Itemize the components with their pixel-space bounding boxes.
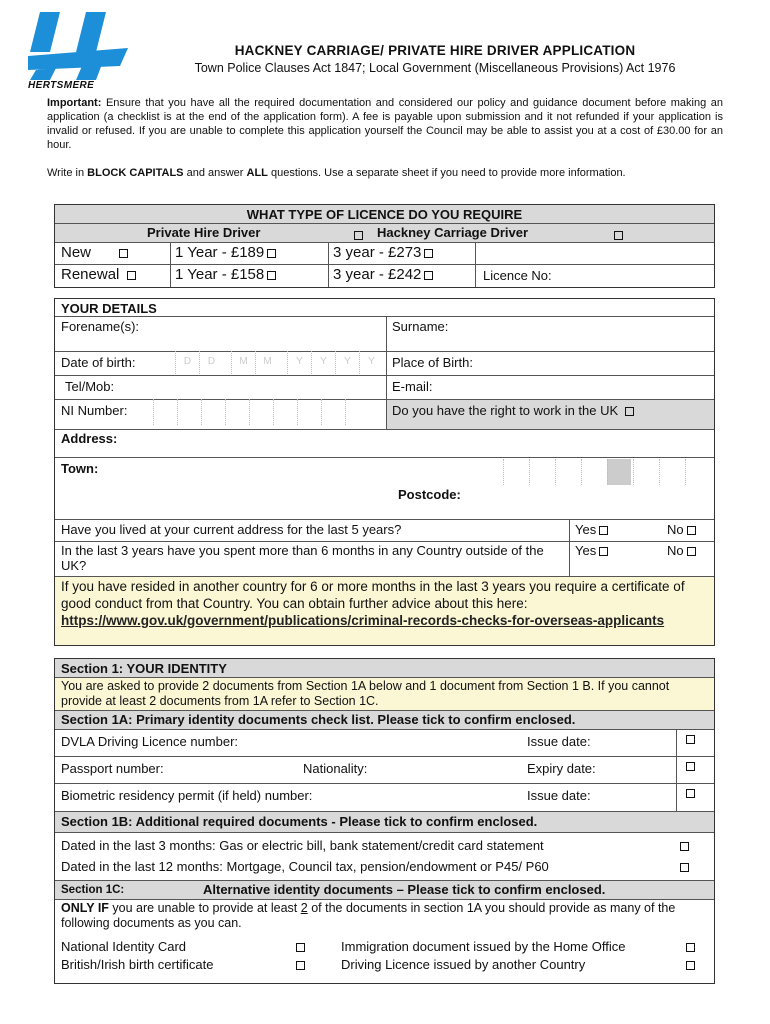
address-field[interactable]: Address: [61,431,118,446]
lived-no[interactable]: No [667,522,696,537]
section-1c-heading: Alternative identity documents – Please tick to confirm enclosed. [203,882,606,897]
place-of-birth-field[interactable]: Place of Birth: [392,355,473,370]
licence-table [54,204,715,288]
dob-label: Date of birth: [61,355,136,370]
lived-yes[interactable]: Yes [575,522,608,537]
immigration-doc-checkbox[interactable] [683,939,695,957]
email-field[interactable]: E-mail: [392,379,433,394]
identity-note: You are asked to provide 2 documents from Section 1A below and 1 document from Section 1 B. If you cannot provide at least 2 documents from 1A refer to Section 1C. [61,679,670,708]
brp-checkbox[interactable] [683,785,695,803]
new-1-year[interactable]: 1 Year - £189 [175,244,276,261]
identity-heading: Section 1: YOUR IDENTITY [61,661,227,676]
doc-12-months-checkbox[interactable] [677,859,689,877]
dvla-issue-date[interactable]: Issue date: [527,734,591,749]
forenames-field[interactable]: Forename(s): [61,319,140,334]
doc-3-months: Dated in the last 3 months: Gas or electric bill, bank statement/credit card statement [61,838,544,853]
passport-expiry[interactable]: Expiry date: [527,761,596,776]
postcode-label: Postcode: [398,487,461,502]
doc-12-months: Dated in the last 12 months: Mortgage, Council tax, pension/endowment or P45/ P60 [61,859,549,874]
new-option[interactable]: New [61,244,128,261]
logo-text: HERTSMERE [28,80,95,91]
abroad-question: In the last 3 years have you spent more than 6 months in any Country outside of the UK? [61,543,544,573]
private-hire-label: Private Hire Driver [147,225,261,240]
brp-field[interactable]: Biometric residency permit (if held) number: [61,788,313,803]
write-instructions: Write in BLOCK CAPITALS and answer ALL questions. Use a separate sheet if you need to provide more information. [47,167,626,179]
section-1c-label: Section 1C: [61,884,125,896]
birth-cert-label: British/Irish birth certificate [61,957,214,972]
nationality-field[interactable]: Nationality: [303,761,368,776]
important-note: Important: Ensure that you have all the required documentation and considered our policy and guidance document before making an application (a checklist is at the end of the application form). A fee is payable upon submission and it not refunded if your application is invalid or refused. If you are unable to complete this application yourself the Council may be able to assist you at a cost of £30.00 for an hour. [47,97,723,151]
national-id-label: National Identity Card [61,939,187,954]
section-1b-heading: Section 1B: Additional required documents - Please tick to confirm enclosed. [61,814,538,829]
renewal-3-year[interactable]: 3 year - £242 [333,266,433,283]
surname-field[interactable]: Surname: [392,319,449,334]
new-3-year[interactable]: 3 year - £273 [333,244,433,261]
abroad-yes[interactable]: Yes [575,543,608,558]
overseas-info: If you have resided in another country for 6 or more months in the last 3 years you require a certificate of good conduct from that Country. You can obtain further advice about this here: https://www.gov.uk/government/publications/criminal-records-checks-for-overseas-applicants [61,579,685,628]
dvla-field[interactable]: DVLA Driving Licence number: [61,734,239,749]
foreign-licence-label: Driving Licence issued by another Country [341,957,586,972]
birth-cert-checkbox[interactable] [293,957,305,975]
town-field[interactable]: Town: [61,461,99,476]
right-to-work-option[interactable]: Do you have the right to work in the UK [392,403,634,418]
page-subtitle: Town Police Clauses Act 1847; Local Government (Miscellaneous Provisions) Act 1976 [194,61,676,75]
immigration-doc-label: Immigration document issued by the Home Office [341,939,626,954]
licence-no-field[interactable]: Licence No: [483,268,552,283]
hertsmere-logo [28,8,128,93]
brp-issue-date[interactable]: Issue date: [527,788,591,803]
only-if-text: ONLY IF you are unable to provide at least 2 of the documents in section 1A you should provide as many of the following documents as you can. [61,901,676,930]
abroad-no[interactable]: No [667,543,696,558]
details-heading: YOUR DETAILS [61,301,157,316]
passport-checkbox[interactable] [683,758,695,776]
hackney-label: Hackney Carriage Driver [377,225,529,240]
tel-field[interactable]: Tel/Mob: [65,379,115,394]
section-1a-heading: Section 1A: Primary identity documents check list. Please tick to confirm enclosed. [61,712,576,727]
renewal-option[interactable]: Renewal [61,266,136,283]
page-title: HACKNEY CARRIAGE/ PRIVATE HIRE DRIVER APPLICATION [234,43,636,58]
foreign-licence-checkbox[interactable] [683,957,695,975]
national-id-checkbox[interactable] [293,939,305,957]
licence-heading: WHAT TYPE OF LICENCE DO YOU REQUIRE [246,207,523,222]
postcode-boxes[interactable] [503,459,713,485]
lived-question: Have you lived at your current address for the last 5 years? [61,522,402,537]
ni-boxes[interactable] [153,399,385,425]
passport-field[interactable]: Passport number: [61,761,164,776]
doc-3-months-checkbox[interactable] [677,838,689,856]
identity-table [54,658,715,984]
dvla-checkbox[interactable] [683,731,695,749]
details-table [54,298,715,646]
dob-field[interactable]: D D M M Y Y Y Y [175,351,385,374]
overseas-link[interactable]: https://www.gov.uk/government/publications/criminal-records-checks-for-overseas-applicants [61,613,665,628]
ni-field[interactable]: NI Number: [61,403,128,418]
renewal-1-year[interactable]: 1 Year - £158 [175,266,276,283]
